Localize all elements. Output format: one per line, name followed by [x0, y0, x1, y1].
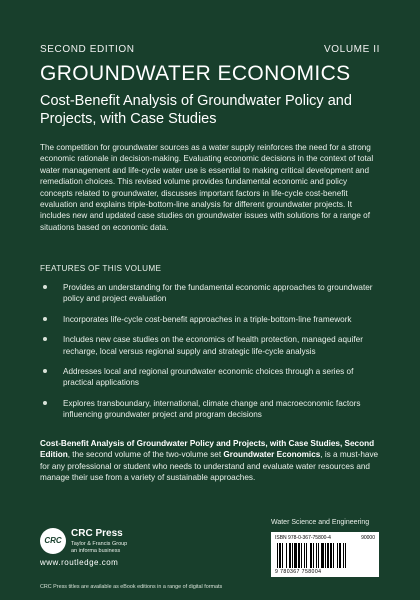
summary-text-end: , is a must-have for any professional or student who needs to understand and evaluate water resources and manage their use from a variety of sustainable approaches. — [40, 450, 379, 483]
description-paragraph: The competition for groundwater sources as a water supply reinforces the need for a strong economic rationale in decision-making. Evaluating economic decisions in the context of total water management and life-cycle water use is essential to making critical development and remediation choices. This revised volume provides fundamental economic and policy concepts related to groundwater, discusses important factors in life-cycle cost-benefit evaluation and explains triple-bottom-line analysis for different groundwater projects. It includes new and updated case studies on groundwater issues with solutions for a range of situations based on economic data. — [40, 143, 374, 232]
volume-label: VOLUME II — [324, 44, 380, 55]
isbn-digits: 9 780367 758004 — [275, 569, 322, 575]
bullet-icon — [43, 285, 47, 289]
edition-label: SECOND EDITION — [40, 44, 135, 55]
publisher-block — [40, 526, 240, 566]
bullet-icon — [43, 401, 47, 405]
isbn-barcode — [271, 532, 379, 577]
isbn-price-code: 90000 — [361, 535, 375, 541]
bullet-icon — [43, 317, 47, 321]
feature-item — [40, 282, 385, 305]
publisher-business: an informa business — [71, 548, 121, 554]
isbn-label: ISBN 978-0-367-75800-4 — [275, 535, 331, 541]
feature-text: Incorporates life-cycle cost-benefit approaches in a triple-bottom-line framework — [63, 314, 352, 324]
summary-set-title: Groundwater Economics — [223, 450, 321, 460]
feature-text: Includes new case studies on the economics of health protection, managed aquifer recharge, local versus regional supply and strategic life-cycle analysis — [63, 335, 363, 356]
features-list — [40, 282, 385, 430]
cover-header — [40, 44, 380, 128]
edition-row — [40, 44, 380, 58]
crc-press-logo-icon: CRC — [40, 528, 66, 554]
publisher-group: Taylor & Francis Group — [71, 541, 128, 547]
features-heading: FEATURES OF THIS VOLUME — [40, 264, 162, 273]
book-title: GROUNDWATER ECONOMICS — [40, 62, 351, 85]
feature-item — [40, 314, 385, 325]
feature-item — [40, 334, 385, 357]
book-subtitle: Cost-Benefit Analysis of Groundwater Policy and Projects, with Case Studies — [40, 93, 352, 127]
publisher-url: www.routledge.com — [40, 558, 119, 567]
feature-item — [40, 398, 385, 421]
feature-text: Explores transboundary, international, climate change and macroeconomic factors influencing groundwater project and program decisions — [63, 398, 361, 420]
series-name: Water Science and Engineering — [271, 519, 370, 526]
feature-item — [40, 366, 385, 389]
bullet-icon — [43, 337, 47, 341]
barcode-icon — [277, 543, 373, 568]
feature-text: Provides an understanding for the fundamental economic approaches to groundwater policy and project evaluation — [63, 283, 373, 304]
feature-text: Addresses local and regional groundwater economic choices through a series of practical applications — [63, 367, 354, 388]
summary-book-title: Cost-Benefit Analysis of Groundwater Policy and Projects, with Case Studies, Second Edition — [40, 439, 375, 460]
ebook-footnote: CRC Press titles are available as eBook editions in a range of digital formats — [40, 584, 223, 590]
summary-paragraph — [40, 438, 380, 484]
summary-text: , the second volume of the two-volume set — [67, 450, 224, 460]
publisher-name: CRC Press — [71, 528, 123, 539]
bullet-icon — [43, 369, 47, 373]
